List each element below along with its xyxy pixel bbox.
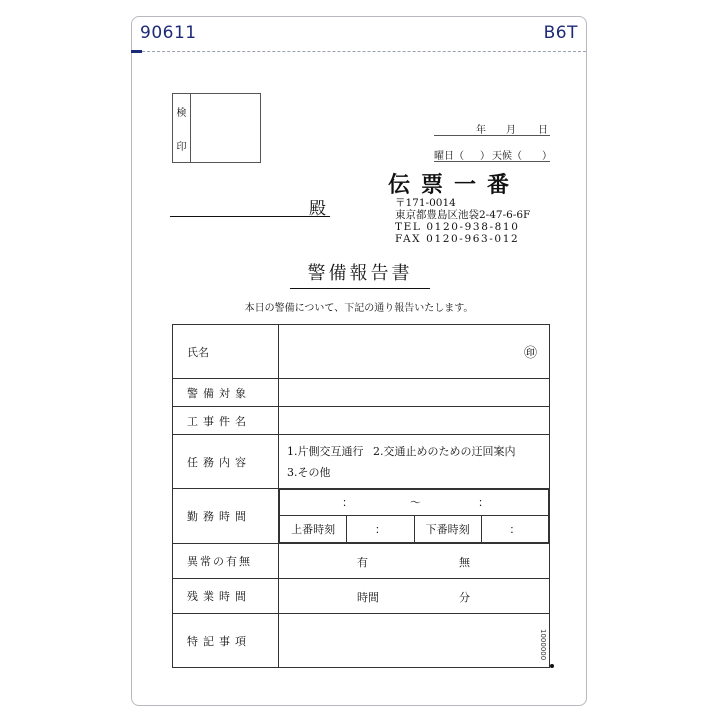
work-time-field <box>279 489 550 544</box>
range-tilde: ～ <box>410 496 421 509</box>
row-notes <box>173 614 550 668</box>
row-duty <box>173 435 550 489</box>
company-address: 東京都豊島区池袋2-47-6-6F <box>395 209 531 221</box>
weekday-weather-field[interactable] <box>434 145 550 162</box>
row-name <box>173 325 550 379</box>
row-overtime <box>173 579 550 614</box>
name-field[interactable] <box>279 325 550 379</box>
project-label-text: 工事件名 <box>187 414 251 428</box>
overtime-label-text: 残業時間 <box>187 590 251 603</box>
recipient-field[interactable] <box>170 194 330 217</box>
row-project <box>173 407 550 435</box>
work-time-grid <box>279 489 549 543</box>
size-code: B6T <box>543 23 578 43</box>
label-overtime <box>173 579 279 614</box>
duty-option-1[interactable]: 1.片側交互通行 <box>287 444 364 458</box>
serial-dot <box>550 664 554 668</box>
company-address-block <box>395 197 530 245</box>
label-target <box>173 379 279 407</box>
serial-number: 1000000 <box>539 629 547 661</box>
weekday-close: ） <box>480 151 490 162</box>
label-name <box>173 325 279 379</box>
duty-label-text: 任務内容 <box>187 455 251 469</box>
start-time-field[interactable] <box>347 516 414 543</box>
end-label-cell <box>414 516 481 543</box>
abnormal-no[interactable]: 無 <box>459 556 470 569</box>
work-time-shift-row <box>280 516 549 543</box>
start-label: 上番時刻 <box>291 523 336 536</box>
duty-option-2[interactable]: 2.交通止めのための迂回案内 <box>373 444 516 458</box>
start-time-colon: ： <box>374 523 386 536</box>
overtime-hours: 時間 <box>357 591 379 604</box>
postal-code: 〒171-0014 <box>395 197 456 209</box>
end-time-colon: ： <box>509 523 521 536</box>
project-field[interactable] <box>279 407 550 435</box>
duty-options-line-1 <box>287 441 549 462</box>
target-label-text: 警備対象 <box>187 386 251 400</box>
stamp-label <box>173 94 191 162</box>
row-abnormal <box>173 544 550 579</box>
abnormal-field[interactable] <box>279 544 550 579</box>
company-fax: FAX 0120-963-012 <box>395 233 520 245</box>
abnormal-yes[interactable]: 有 <box>357 556 368 569</box>
month-label: 月 <box>506 125 516 136</box>
label-notes <box>173 614 279 668</box>
row-work-time <box>173 489 550 544</box>
row-target <box>173 379 550 407</box>
overtime-minutes: 分 <box>459 591 470 604</box>
range-start-colon: ： <box>342 496 353 509</box>
stamp-label-top: 検 <box>176 107 187 119</box>
report-table <box>172 324 550 668</box>
notes-field[interactable] <box>279 614 550 668</box>
notes-label-text: 特記事項 <box>187 634 251 648</box>
stamp-label-bottom: 印 <box>176 141 187 153</box>
weather-close: ） <box>542 151 552 162</box>
product-code: 90611 <box>140 23 197 43</box>
duty-options-line-2 <box>287 462 549 483</box>
lead-sentence: 本日の警備について、下記の通り報告いたします。 <box>244 303 474 314</box>
work-time-range[interactable] <box>280 490 549 516</box>
weekday-label: 曜日（ <box>434 151 464 162</box>
name-label-text: 氏名 <box>187 345 209 359</box>
overtime-field[interactable] <box>279 579 550 614</box>
work-time-range-row <box>280 490 549 516</box>
perforation-mark <box>131 50 142 53</box>
duty-field[interactable] <box>279 435 550 489</box>
label-project <box>173 407 279 435</box>
recipient-suffix: 殿 <box>309 199 326 219</box>
seal-mark: ㊞ <box>523 346 537 361</box>
form-title: 警備報告書 <box>290 259 430 289</box>
perforation-line <box>132 51 586 52</box>
label-abnormal <box>173 544 279 579</box>
day-label: 日 <box>538 125 548 136</box>
year-label: 年 <box>476 125 486 136</box>
inspection-stamp-box <box>172 93 261 163</box>
date-field[interactable] <box>434 119 550 136</box>
stamp-area[interactable] <box>191 94 260 162</box>
end-label: 下番時刻 <box>425 523 470 536</box>
weather-label: 天候（ <box>492 151 522 162</box>
start-label-cell <box>280 516 347 543</box>
label-duty <box>173 435 279 489</box>
work-time-label-text: 勤務時間 <box>187 510 251 523</box>
company-name: 伝票一番 <box>388 172 521 198</box>
target-field[interactable] <box>279 379 550 407</box>
company-tel: TEL 0120-938-810 <box>395 221 520 233</box>
end-time-field[interactable] <box>481 516 548 543</box>
report-form-sheet <box>131 16 587 706</box>
range-end-colon: ： <box>478 496 489 509</box>
abnormal-label-text: 異常の有無 <box>187 555 252 568</box>
duty-option-3[interactable]: 3.その他 <box>287 465 331 479</box>
label-name-text <box>187 344 278 360</box>
label-work-time <box>173 489 279 544</box>
